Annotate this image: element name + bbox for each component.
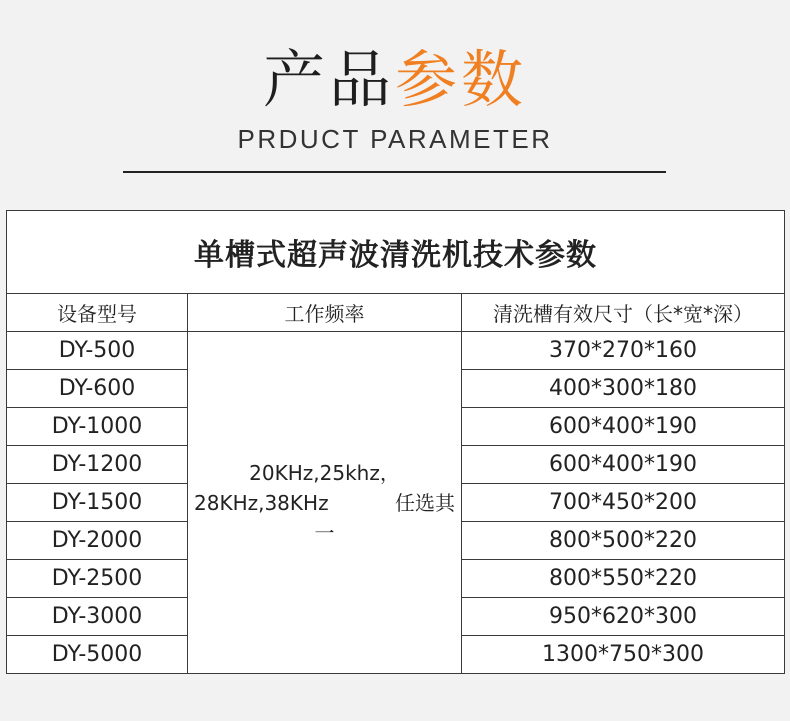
- table-caption: 单槽式超声波清洗机技术参数: [7, 211, 785, 294]
- model-cell: DY-1000: [7, 408, 188, 446]
- model-cell: DY-500: [7, 332, 188, 370]
- model-cell: DY-2000: [7, 522, 188, 560]
- model-cell: DY-1200: [7, 446, 188, 484]
- size-cell: 800*500*220: [462, 522, 785, 560]
- size-cell: 600*400*190: [462, 446, 785, 484]
- frequency-line-2: [192, 488, 457, 518]
- page-title-dark: 产品: [262, 43, 395, 116]
- frequency-line-1: 20KHz,25khz，: [249, 460, 400, 485]
- model-cell: DY-3000: [7, 598, 188, 636]
- column-header-frequency: 工作频率: [188, 294, 462, 332]
- size-cell: 1300*750*300: [462, 636, 785, 674]
- column-header-size: 清洗槽有效尺寸（长*宽*深）: [462, 294, 785, 332]
- model-cell: DY-600: [7, 370, 188, 408]
- model-cell: DY-1500: [7, 484, 188, 522]
- frequency-line-2-right: 任选其: [395, 490, 455, 515]
- frequency-line-3: 一: [314, 520, 335, 545]
- page-title-accent: 参数: [395, 43, 528, 116]
- parameter-table: [6, 210, 785, 674]
- size-cell: 950*620*300: [462, 598, 785, 636]
- frequency-line-2-left: 28KHz,38KHz: [194, 490, 329, 515]
- frequency-cell: [188, 332, 462, 674]
- page-header: [0, 0, 790, 180]
- model-cell: DY-5000: [7, 636, 188, 674]
- title-divider: [123, 171, 666, 173]
- size-cell: 370*270*160: [462, 332, 785, 370]
- model-cell: DY-2500: [7, 560, 188, 598]
- table-header-row: [7, 294, 785, 332]
- size-cell: 600*400*190: [462, 408, 785, 446]
- column-header-model: 设备型号: [7, 294, 188, 332]
- size-cell: 800*550*220: [462, 560, 785, 598]
- size-cell: 400*300*180: [462, 370, 785, 408]
- table-row: [7, 332, 785, 370]
- page-title: [0, 40, 790, 120]
- page-subtitle: PRDUCT PARAMETER: [237, 124, 553, 154]
- size-cell: 700*450*200: [462, 484, 785, 522]
